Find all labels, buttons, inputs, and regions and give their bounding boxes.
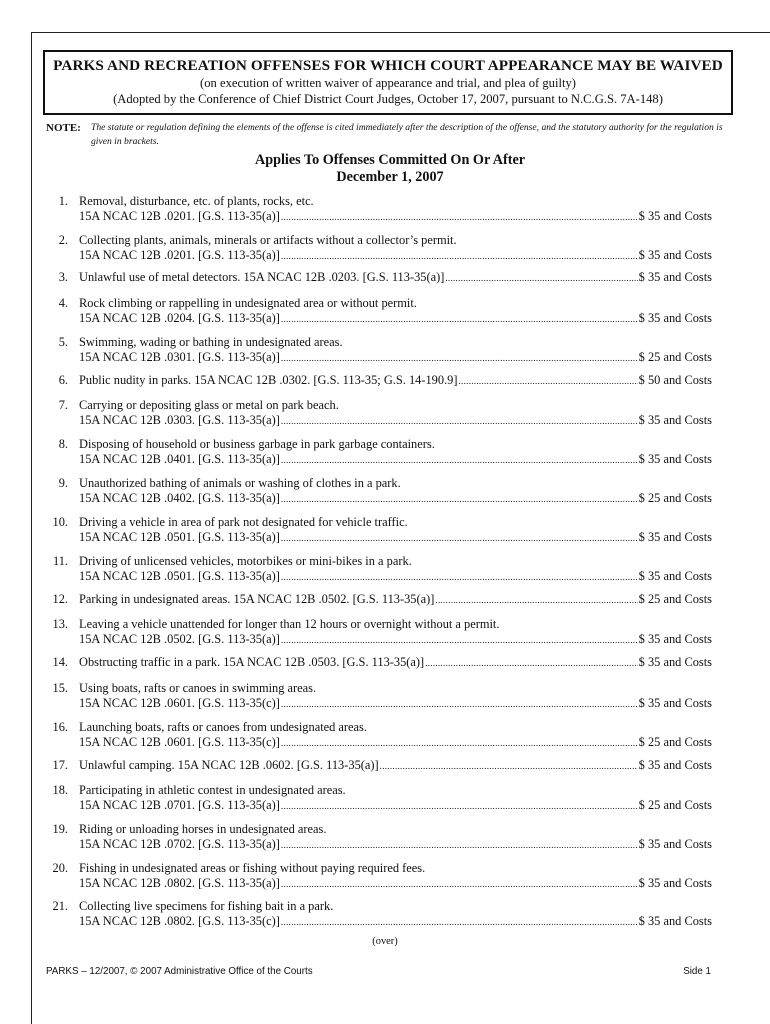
offense-item [40, 681, 712, 711]
offense-number: 8. [58, 437, 68, 451]
offense-description: Riding or unloading horses in undesignated areas. [79, 822, 327, 836]
offense-fine: $ 25 and Costs [638, 490, 712, 505]
offense-fine: $ 35 and Costs [638, 758, 712, 772]
offense-item [40, 899, 712, 929]
offense-number: 19. [52, 822, 68, 836]
dot-leader [459, 374, 638, 389]
dot-leader [281, 570, 638, 585]
offense-number: 3. [58, 270, 68, 284]
offense-item [40, 373, 712, 389]
offense-fine: $ 50 and Costs [638, 373, 712, 387]
offense-fine: $ 35 and Costs [638, 451, 712, 466]
offense-fine: $ 35 and Costs [638, 695, 712, 710]
offense-item [40, 296, 712, 326]
offense-fine: $ 35 and Costs [638, 836, 712, 851]
offense-number: 5. [58, 335, 68, 349]
over-label: (over) [372, 936, 398, 947]
dot-leader [281, 633, 638, 648]
offense-item [40, 592, 712, 608]
offense-description: Unauthorized bathing of animals or washing of clothes in a park. [79, 476, 401, 490]
note-text: The statute or regulation defining the elements of the offense is cited immediately after the description of the offense, and the statutory authority for the regulation is given in brackets. [91, 122, 723, 147]
offense-number: 12. [52, 592, 68, 606]
offense-description: Disposing of household or business garbage in park garbage containers. [79, 437, 435, 451]
offense-fine: $ 35 and Costs [638, 310, 712, 325]
offense-item [40, 617, 712, 647]
offense-number: 21. [52, 899, 68, 913]
dot-leader [281, 736, 638, 751]
offense-description: Using boats, rafts or canoes in swimming areas. [79, 681, 317, 695]
offense-fine: $ 35 and Costs [638, 875, 712, 890]
offense-fine: $ 35 and Costs [638, 913, 712, 928]
offense-citation: 15A NCAC 12B .0601. [G.S. 113-35(c)] [79, 734, 280, 749]
offense-number: 11. [52, 554, 68, 568]
dot-leader [281, 799, 638, 814]
offense-citation: Unlawful camping. 15A NCAC 12B .0602. [G.S. 113-35(a)] [79, 758, 379, 772]
offense-number: 16. [52, 720, 68, 734]
offense-item [40, 720, 712, 750]
offense-fine: $ 25 and Costs [638, 734, 712, 749]
offense-item [40, 437, 712, 467]
dot-leader [281, 915, 638, 930]
note-section [46, 121, 726, 149]
offense-fine: $ 35 and Costs [638, 270, 712, 284]
footer-side: Side 1 [683, 966, 711, 977]
dot-leader [445, 271, 637, 286]
offense-fine: $ 35 and Costs [638, 412, 712, 427]
offense-item [40, 554, 712, 584]
dot-leader [435, 593, 637, 608]
offense-description: Carrying or depositing glass or metal on park beach. [79, 398, 339, 412]
offense-citation: 15A NCAC 12B .0802. [G.S. 113-35(a)] [79, 875, 280, 890]
offense-number: 9. [58, 476, 68, 490]
offense-citation: 15A NCAC 12B .0201. [G.S. 113-35(a)] [79, 247, 280, 262]
offense-fine: $ 35 and Costs [638, 529, 712, 544]
note-label: NOTE: [46, 122, 81, 134]
offense-item [40, 335, 712, 365]
offense-item [40, 233, 712, 263]
offense-citation: 15A NCAC 12B .0501. [G.S. 113-35(a)] [79, 529, 280, 544]
offense-citation: 15A NCAC 12B .0702. [G.S. 113-35(a)] [79, 836, 280, 851]
dot-leader [281, 453, 638, 468]
dot-leader [380, 759, 638, 774]
offense-fine: $ 25 and Costs [638, 349, 712, 364]
offense-description: Swimming, wading or bathing in undesignated areas. [79, 335, 343, 349]
offense-description: Removal, disturbance, etc. of plants, rocks, etc. [79, 194, 314, 208]
offense-fine: $ 25 and Costs [638, 592, 712, 606]
offense-number: 13. [52, 617, 68, 631]
dot-leader [281, 877, 638, 892]
offense-fine: $ 35 and Costs [638, 568, 712, 583]
offense-citation: Parking in undesignated areas. 15A NCAC 12B .0502. [G.S. 113-35(a)] [79, 592, 435, 606]
offense-item [40, 822, 712, 852]
offense-number: 18. [52, 783, 68, 797]
dot-leader [425, 656, 638, 671]
offense-description: Collecting live specimens for fishing bait in a park. [79, 899, 334, 913]
footer-form-id: PARKS – 12/2007, © 2007 Administrative Office of the Courts [46, 966, 313, 977]
dot-leader [281, 249, 638, 264]
offense-description: Leaving a vehicle unattended for longer than 12 hours or overnight without a permit. [79, 617, 500, 631]
offense-description: Collecting plants, animals, minerals or artifacts without a collector’s permit. [79, 233, 457, 247]
offense-citation: 15A NCAC 12B .0501. [G.S. 113-35(a)] [79, 568, 280, 583]
offense-fine: $ 25 and Costs [638, 797, 712, 812]
offense-item [40, 758, 712, 774]
offense-number: 17. [52, 758, 68, 772]
offense-citation: 15A NCAC 12B .0802. [G.S. 113-35(c)] [79, 913, 280, 928]
offense-item [40, 783, 712, 813]
offense-item [40, 515, 712, 545]
offense-item [40, 861, 712, 891]
offense-number: 10. [52, 515, 68, 529]
offense-citation: 15A NCAC 12B .0502. [G.S. 113-35(a)] [79, 631, 280, 646]
dot-leader [281, 531, 638, 546]
offense-description: Participating in athletic contest in undesignated areas. [79, 783, 346, 797]
applies-heading-line1: Applies To Offenses Committed On Or After [254, 152, 526, 168]
header-subtitle-adopted: (Adopted by the Conference of Chief District Court Judges, October 17, 2007, pursuant to N.C.G.S. 7A-148) [113, 92, 663, 106]
offense-fine: $ 35 and Costs [638, 631, 712, 646]
offense-number: 15. [52, 681, 68, 695]
offense-description: Launching boats, rafts or canoes from undesignated areas. [79, 720, 367, 734]
header-box [43, 50, 733, 115]
offense-citation: Public nudity in parks. 15A NCAC 12B .0302. [G.S. 113-35; G.S. 14-190.9] [79, 373, 458, 387]
offense-citation: 15A NCAC 12B .0701. [G.S. 113-35(a)] [79, 797, 280, 812]
offense-item [40, 270, 712, 286]
offense-description: Driving of unlicensed vehicles, motorbikes or mini-bikes in a park. [79, 554, 412, 568]
dot-leader [281, 210, 638, 225]
offense-number: 2. [58, 233, 68, 247]
offense-item [40, 655, 712, 671]
dot-leader [281, 414, 638, 429]
offense-fine: $ 35 and Costs [638, 208, 712, 223]
offense-number: 7. [58, 398, 68, 412]
offense-fine: $ 35 and Costs [638, 655, 712, 669]
offense-item [40, 194, 712, 224]
dot-leader [281, 838, 638, 853]
offense-item [40, 398, 712, 428]
offense-citation: Obstructing traffic in a park. 15A NCAC 12B .0503. [G.S. 113-35(a)] [79, 655, 425, 669]
dot-leader [281, 351, 638, 366]
offense-citation: 15A NCAC 12B .0201. [G.S. 113-35(a)] [79, 208, 280, 223]
dot-leader [281, 492, 638, 507]
offense-citation: 15A NCAC 12B .0204. [G.S. 113-35(a)] [79, 310, 280, 325]
offense-description: Fishing in undesignated areas or fishing without paying required fees. [79, 861, 426, 875]
dot-leader [281, 697, 638, 712]
offense-number: 6. [58, 373, 68, 387]
offense-number: 1. [58, 194, 68, 208]
offense-citation: 15A NCAC 12B .0402. [G.S. 113-35(a)] [79, 490, 280, 505]
offense-number: 14. [52, 655, 68, 669]
offense-citation: 15A NCAC 12B .0303. [G.S. 113-35(a)] [79, 412, 280, 427]
offense-citation: 15A NCAC 12B .0601. [G.S. 113-35(c)] [79, 695, 280, 710]
dot-leader [281, 312, 638, 327]
offense-citation: 15A NCAC 12B .0301. [G.S. 113-35(a)] [79, 349, 280, 364]
offense-citation: 15A NCAC 12B .0401. [G.S. 113-35(a)] [79, 451, 280, 466]
header-subtitle-waiver: (on execution of written waiver of appearance and trial, and plea of guilty) [200, 76, 576, 90]
offense-fine: $ 35 and Costs [638, 247, 712, 262]
offense-citation: Unlawful use of metal detectors. 15A NCAC 12B .0203. [G.S. 113-35(a)] [79, 270, 445, 284]
offense-description: Driving a vehicle in area of park not designated for vehicle traffic. [79, 515, 408, 529]
offense-number: 20. [52, 861, 68, 875]
offense-description: Rock climbing or rappelling in undesignated area or without permit. [79, 296, 417, 310]
offense-number: 4. [58, 296, 68, 310]
page-title: PARKS AND RECREATION OFFENSES FOR WHICH COURT APPEARANCE MAY BE WAIVED [53, 57, 723, 74]
offense-item [40, 476, 712, 506]
applies-heading-date: December 1, 2007 [336, 169, 444, 185]
